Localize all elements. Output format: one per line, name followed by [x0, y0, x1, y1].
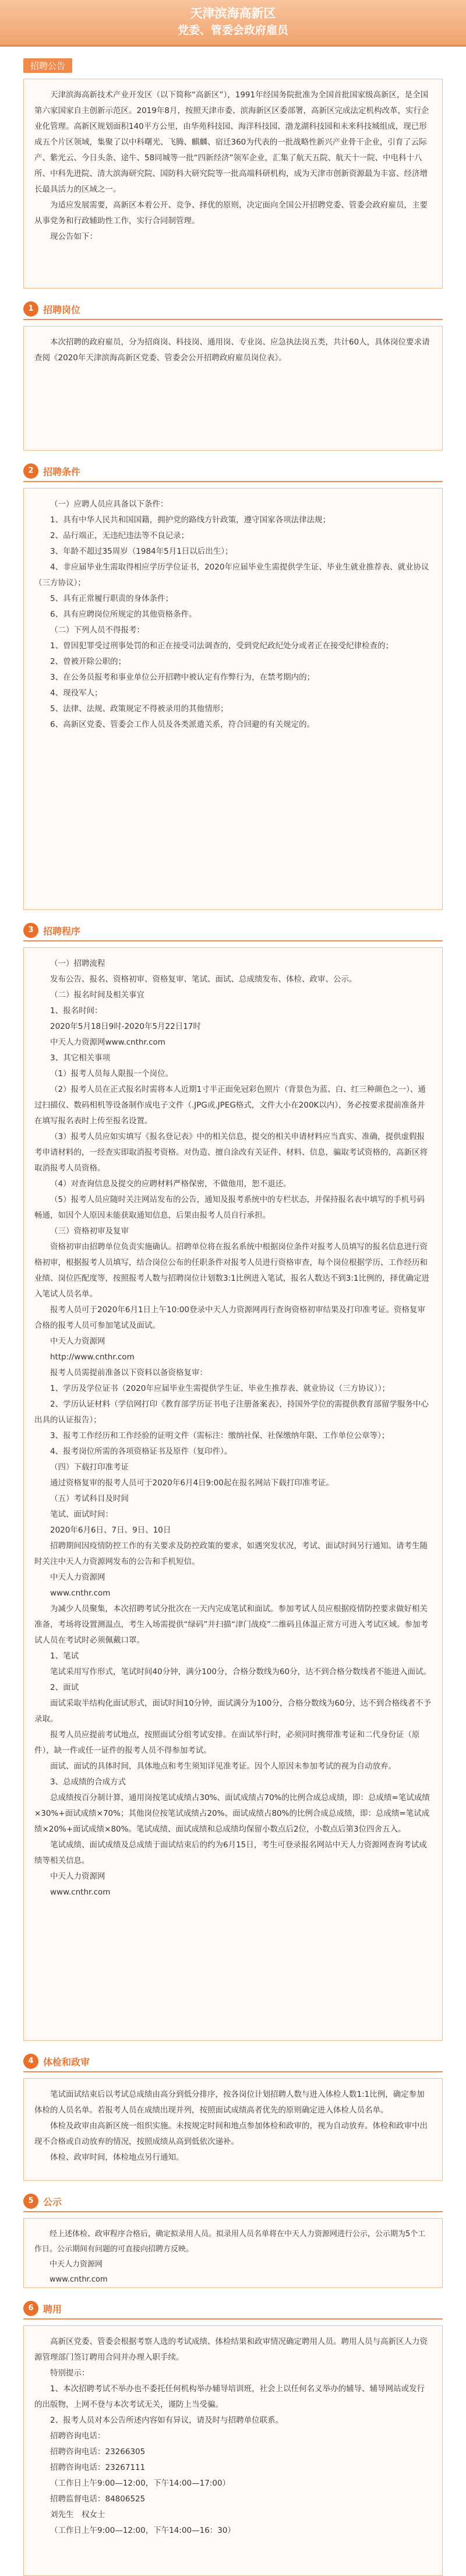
section-paragraph: 1、报名时间：: [50, 1006, 103, 1015]
section-paragraph: 中天人力资源网: [50, 1337, 105, 1346]
section-paragraph: 报考人员可于2020年6月1日上午10:00登录中天人力资源网再行查询资格初审结果及打印准考证。资格复审合格的报考人员可参加笔试及面试。: [34, 1305, 425, 1330]
section-paragraph: （一）招聘流程: [50, 959, 105, 968]
section-paragraph: 笔试、面试时间：: [50, 1510, 113, 1519]
intro-card: [23, 79, 443, 289]
section-paragraph: 招聘咨询电话：: [50, 2431, 105, 2441]
section-paragraph: 招聘期间因疫情防控工作的有关要求及防控政策的要求，如遇突发状况，考试、面试时间另行通知。请考生随时关注中天人力资源网发布的公告和手机短信。: [34, 1541, 428, 1566]
section-paragraph: 3、总成绩的合成方式: [50, 1777, 126, 1787]
section-paragraph: 面试、面试的具体时间，具体地点和考生须知详见准考证。因个人原因未参加考试的视为自动放弃。: [50, 1762, 396, 1771]
section-paragraph: 2、品行端正，无违纪违法等不良记录；: [50, 531, 189, 540]
section-paragraph: （4）对查询信息及提交的应聘材料严格保密，不做他用，恕不退还。: [50, 1179, 291, 1189]
section-paragraph: （二）报名时间及相关事宜: [50, 990, 144, 1000]
section-header: [23, 920, 443, 941]
section-paragraph: 中天人力资源网www.cnthr.com: [50, 1038, 165, 1047]
section-body: [23, 326, 443, 451]
section-paragraph: （工作日上午9:00—12:00，下午14:00—17:00）: [50, 2479, 231, 2488]
section-header: [23, 2051, 443, 2072]
section-paragraph: （2）报考人员在正式报名时需将本人近期1寸半正面免冠彩色照片（背景色为蓝、白、红三种颜色之一）、通过扫描仪、数码相机等设备制作成电子文件（.JPG或.JPEG格式，文件大小在200K以内），务必按要求提前准备并在填写报名表时上传至报名设置。: [34, 1085, 426, 1126]
banner-subtitle: 党委、管委会政府雇员: [177, 24, 288, 37]
section-paragraph: 4、报考岗位所需的各项资格证书及原件（复印件）。: [50, 1447, 232, 1456]
section-paragraph: （工作日上午9:00—12:00，下午14:00—16：30）: [50, 2526, 235, 2535]
section-paragraph: 招聘监督电话：84806525: [50, 2494, 146, 2504]
section-number-badge: 3: [23, 923, 38, 938]
section-body: [23, 488, 443, 910]
section-paragraph: （一）应聘人员应具备以下条件：: [50, 500, 168, 509]
section-title: 体检和政审: [43, 2056, 90, 2068]
section-number-badge: 1: [23, 301, 38, 317]
section-paragraph: 报考人员应提前考试地点，按照面试分组考试安排。在面试举行时，必须同时携带准考证和二代身份证（原件），缺一件或任一证件的报考人员不得参加考试。: [34, 1730, 420, 1755]
page-banner: [0, 0, 466, 47]
section-paragraph: 2、学历认证材料（学信网打印《教育部学历证书电子注册备案表》，持国外学位的需提供教育部留学服务中心出具的认证报告）；: [34, 1400, 429, 1425]
section-paragraph: 经上述体检、政审程序合格后，确定拟录用人员。拟录用人员名单将在中天人力资源网进行公示，公示期为5个工作日。公示期间有问题的可直接向招聘方反映。: [34, 2230, 426, 2254]
section-paragraph: www.cnthr.com: [50, 1589, 111, 1598]
section-paragraph: 1、本次招聘考试不举办也不委托任何机构举办辅导培训班，社会上以任何名义举办的辅导、辅导网站或发行的出版物，上网不登与本次考试无关，谨防上当受骗。: [34, 2384, 425, 2409]
section-number-badge: 2: [23, 463, 38, 479]
section-paragraph: 6、高新区党委、管委会工作人员及各类派遣关系，符合回避的有关规定的。: [50, 720, 315, 729]
section-paragraph: 1、曾因犯罪受过刑事处罚的和正在接受司法调查的，受到党纪政纪处分或者正在接受纪律检查的；: [50, 641, 394, 651]
intro-paragraph: 为适应发展需要，高新区本着公开、竞争、择优的原则，决定面向全国公开招聘党委、管委会政府雇员，主要从事党务和行政辅助性工作，实行合同制管理。: [34, 201, 428, 226]
section-paragraph: 资格初审由招聘单位负责实施确认。招聘单位将在报名系统中根据岗位条件对报考人员填写的报名信息进行资格初审，根据报考人员填写，结合岗位公布的任职条件对报考人员进行资格审查，每个岗位根据学历、工作经历和业绩、岗位匹配度等，按照报考人数与招聘岗位计划数3:1比例进入笔试，报名人数达不到3:1比例的，择优确定进入笔试人员名单。: [34, 1242, 429, 1299]
section-paragraph: 5、法律、法规、政策规定不得被录用的其他情形；: [50, 704, 228, 714]
section-paragraph: 1、笔试: [50, 1651, 79, 1661]
section-paragraph: 3、其它相关事项: [50, 1053, 111, 1063]
section-paragraph: 3、报考工作经历和工作经验的证明文件（需标注：缴纳社保、社保缴纳年限、工作单位公章等）；: [50, 1431, 390, 1440]
section-paragraph: 5、具有正常履行职责的身体条件；: [50, 594, 174, 603]
section-body: [23, 2325, 443, 2576]
section-paragraph: （1）报考人员每人限报一个岗位。: [50, 1069, 174, 1078]
section-paragraph: 3、年龄不超过35周岁（1984年5月1日以后出生）；: [50, 547, 233, 556]
section-paragraph: 报考人员需提前准备以下资料以备资格复审：: [50, 1368, 207, 1377]
section-paragraph: 2、曾被开除公职的；: [50, 657, 126, 666]
section-paragraph: （二）下列人员不得报考：: [50, 625, 144, 635]
section-paragraph: 为减少人员聚集，本次招聘考试分批次在一天内完成笔试和面试。参加考试人员应根据疫情防控要求做好相关准备，考场将设置测温点，考生入场需提供“绿码”并扫描“津门战疫”二维码且体温正常方可进入考试区域。参加考试人员在考试时必须佩戴口罩。: [34, 1604, 428, 1645]
banner-title: 天津滨海高新区: [190, 6, 276, 20]
section-paragraph: 体检及政审由高新区统一组织实施。未按规定时间和地点参加体检和政审的，视为自动放弃。体检和政审中出现不合格或自动放弃的情况，按照成绩从高到低依次递补。: [34, 2121, 428, 2146]
section-body: [23, 2078, 443, 2181]
section-header: [23, 299, 443, 320]
section-number-badge: 5: [23, 2194, 38, 2209]
intro-paragraph: 现公告如下：: [50, 232, 97, 241]
section-paragraph: （五）考试科目及时间: [50, 1494, 129, 1503]
section-title: 招聘条件: [43, 466, 81, 477]
section-paragraph: 面试采取半结构化面试形式，面试时间10分钟，面试满分为100分，合格分数线为60分，达不到合格线者不予录取。: [34, 1699, 432, 1724]
section-paragraph: （三）资格初审及复审: [50, 1227, 129, 1236]
section-title: 公示: [43, 2196, 62, 2208]
notice-tag: 招聘公告: [23, 58, 72, 73]
section-paragraph: 1、学历及学位证书（2020年应届毕业生需提供学生证、毕业生推荐表、就业协议（三方协议））；: [50, 1384, 390, 1393]
section-paragraph: 刘先生 权女士: [50, 2510, 105, 2519]
section-body: [23, 947, 443, 2041]
section-paragraph: 2、面试: [50, 1683, 79, 1692]
section-paragraph: www.cnthr.com: [50, 1888, 111, 1897]
section-paragraph: 发布公告、报名、资格初审、资格复审、笔试、面试、总成绩发布、体检、政审、公示。: [50, 975, 357, 984]
intro-paragraph: 天津滨海高新技术产业开发区（以下简称“高新区”），1991年经国务院批准为全国首批国家级高新区，是全国第六家国家自主创新示范区。2019年8月，按照天津市委、滨海新区区委部署，高新区完成法定机构改革，实行企业化管理。高新区规划面积140平方公里，由华苑科技园、海洋科技园、渤龙湖科技园和未来科技城组成，现已形成五个片区领域，集聚了以中科曙光、飞腾、麒麟、宿迁360为代表的一批战略性新兴产业骨干企业，引育了云际产、紫光云、今日头条、途牛、58同城等一批“四新经济”领军企业，汇集了航天五院、航天十一院、中电科十八所、中科先进院、清大滨海研究院、国防科大研究院等一批高端科研机构，成为天津市创新资源最为丰富、经济增长最具活力的区域之一。: [34, 90, 429, 194]
section-paragraph: 特别提示：: [50, 2368, 90, 2378]
section-paragraph: 中天人力资源网: [50, 1573, 105, 1582]
section-number-badge: 6: [23, 2301, 38, 2316]
section-title: 招聘岗位: [43, 304, 81, 315]
section-body: [23, 2218, 443, 2288]
section-paragraph: 总成绩按百分制计算，通用岗按笔试成绩占30%、面试成绩占70%的比例合成总成绩，即：总成绩=笔试成绩×30%+面试成绩×70%；其他岗位按笔试成绩占20%、面试成绩占80%的比例合成总成绩，即：总成绩=笔试成绩×20%+面试成绩×80%。笔试成绩、面试成绩和总成绩均保留小数点后2位，小数点后第3位四舍五入。: [34, 1793, 430, 1834]
section-paragraph: 高新区党委、管委会根据考察人选的考试成绩、体检结果和政审情况确定聘用人员。聘用人员与高新区人力资源管理部门签订聘用合同并办理入职手续。: [34, 2337, 428, 2362]
section-paragraph: 招聘咨询电话：23267111: [50, 2463, 146, 2472]
section-6: [23, 2299, 443, 2576]
section-paragraph: 通过资格复审的报考人员可于2020年6月4日9:00起在报名网站下载打印准考证。: [50, 1478, 334, 1488]
section-number-badge: 4: [23, 2054, 38, 2069]
section-paragraph: 中天人力资源网: [50, 2260, 103, 2269]
section-1: [23, 299, 443, 451]
section-paragraph: 4、非应届毕业生需取得相应学历学位证书，2020年应届毕业生需提供学生证、毕业生就业推荐表、就业协议（三方协议）；: [34, 563, 429, 588]
section-paragraph: 招聘咨询电话：23266305: [50, 2447, 146, 2456]
section-paragraph: www.cnthr.com: [50, 2275, 108, 2284]
section-title: 招聘程序: [43, 925, 81, 937]
section-header: [23, 2191, 443, 2212]
section-paragraph: 中天人力资源网: [50, 1872, 105, 1881]
section-paragraph: （四）下载打印准考证: [50, 1463, 129, 1472]
section-paragraph: http://www.cnthr.com: [50, 1352, 135, 1362]
section-header: [23, 461, 443, 482]
section-paragraph: 笔试成绩、面试成绩及总成绩于面试结束后的约为6月15日，考生可登录报名网站中天人力资源网查询考试成绩等相关信息。: [34, 1840, 427, 1865]
section-paragraph: 4、现役军人；: [50, 688, 103, 698]
section-paragraph: 2020年6月6日、7日、9日、10日: [50, 1526, 171, 1535]
section-paragraph: 本次招聘的政府雇员，分为招商岗、科技岗、通用岗、专业岗、应急执法岗五类，共计60人，具体岗位要求请查阅《2020年天津滨海高新区党委、管委会公开招聘政府雇员岗位表》。: [34, 338, 430, 363]
section-paragraph: 笔试面试结束后以考试总成绩由高分到低分排序，按各岗位计划招聘人数与进入体检人数1:1比例，确定参加体检的人员名单。若报考人员在成绩出现并列，按照面试成绩高者优先的原则确定进入体检人员名单。: [34, 2090, 425, 2115]
section-paragraph: 体检、政审时间，体检地点另行通知。: [50, 2153, 184, 2162]
section-2: [23, 461, 443, 910]
section-title: 聘用: [43, 2303, 62, 2315]
section-paragraph: 2、报考人员对本公告所述内容如有异议，请及时与招聘单位联系。: [50, 2416, 284, 2425]
section-5: [23, 2191, 443, 2288]
section-header: [23, 2299, 443, 2320]
section-paragraph: 2020年5月18日9时-2020年5月22日17时: [50, 1022, 201, 1031]
section-paragraph: 笔试采用写作形式，笔试时间40分钟，满分100分，合格分数线为60分，达不到合格分数线者不能进入面试。: [50, 1667, 432, 1677]
section-3: [23, 920, 443, 2041]
section-paragraph: 6、具有应聘岗位所规定的其他资格条件。: [50, 610, 197, 619]
section-paragraph: （3）报考人员应如实填写《报名登记表》中的相关信息，提交的相关申请材料应当真实、准确，提供虚假报考申请材料的，一经查实即取消报考资格。对伪造、擅自涂改有关证件、材料、信息，骗取考试资格的，高新区将取消报考人员资格。: [34, 1132, 428, 1173]
section-paragraph: 1、具有中华人民共和国国籍，拥护党的路线方针政策，遵守国家各项法律法规；: [50, 515, 331, 525]
section-paragraph: 3、在公务员报考和事业单位公开招聘中被认定有作弊行为，在禁考期内的；: [50, 673, 315, 682]
section-paragraph: （5）报考人员应随时关注网站发布的公告，通知及报考系统中的专栏状态，并保持报名表中填写的手机号码畅通，如因个人原因未能获取通知信息，后果由报考人员自行承担。: [34, 1195, 425, 1220]
section-4: [23, 2051, 443, 2181]
